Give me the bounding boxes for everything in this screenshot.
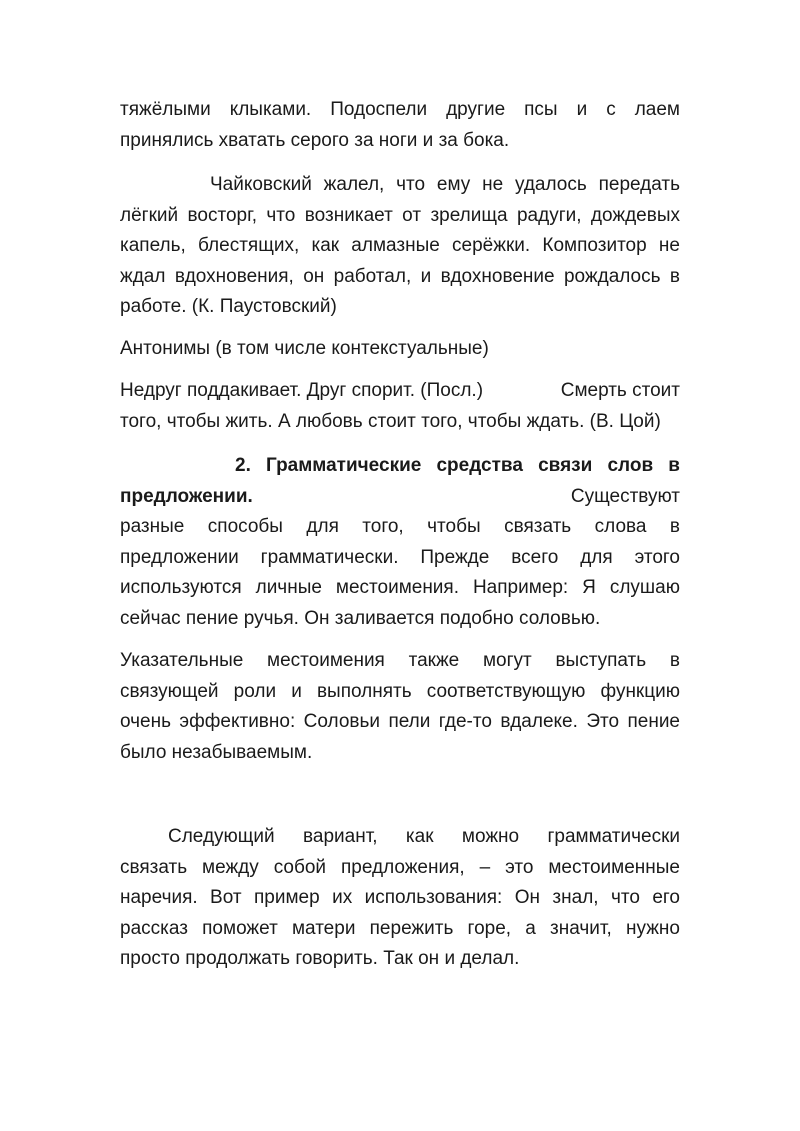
text-line: лёгкий восторг, что возникает от зрелища радуги, дождевых [120,204,680,226]
text-line: того, чтобы жить. А любовь стоит того, чтобы ждать. (В. Цой) [120,410,661,432]
antonyms-heading [120,334,680,365]
text-line: очень эффективно: Соловьи пели где-то вдалеке. Это пение [120,711,680,732]
text-fragment: Существуют [570,485,680,507]
paragraph-demonstrative-pronouns [120,646,680,768]
text-line: Указательные местоимения также могут выступать в [120,650,680,671]
text-line: предложении грамматически. Прежде всего для этого [120,546,680,568]
text-line: используются личные местоимения. Например: Я слушаю [120,577,680,598]
text-line: тяжёлыми клыками. Подоспели другие псы и с лаем [120,99,680,120]
text-fragment: Смерть стоит [560,380,680,401]
text-line: принялись хватать серого за ноги и за бока. [120,129,510,151]
text-line: работе. (К. Паустовский) [120,296,337,317]
text-line: ждал вдохновения, он работал, и вдохновение рождалось в [120,265,680,287]
text-line: сейчас пение ручья. Он заливается подобно соловью. [120,607,601,629]
section-heading: 2. Грамматические средства связи слов в [235,455,680,476]
text-line: просто продолжать говорить. Так он и делал. [120,948,520,969]
paragraph-dog-fight [120,95,680,156]
text-line: связать между собой предложения, – это местоименные [120,856,680,878]
text-line: рассказ поможет матери пережить горе, а значит, нужно [120,917,680,939]
text-line [120,376,680,407]
text-line: Следующий вариант, как можно грамматически [168,826,680,847]
section-heading-continued: предложении. [120,485,253,507]
text-line [120,482,680,513]
text-line: наречия. Вот пример их использования: Он знал, что его [120,887,680,908]
section-grammatical-means [120,451,680,634]
paragraph-pronominal-adverbs [120,822,680,975]
text-fragment: Недруг поддакивает. Друг спорит. (Посл.) [120,380,484,401]
text-line: Антонимы (в том числе контекстуальные) [120,338,489,359]
text-line: разные способы для того, чтобы связать слова в [120,516,680,537]
text-line: связующей роли и выполнять соответствующую функцию [120,680,680,702]
paragraph-tchaikovsky [120,170,680,323]
text-line: капель, блестящих, как алмазные серёжки. Композитор не [120,235,680,256]
text-line: было незабываемым. [120,741,313,763]
text-line: Чайковский жалел, что ему не удалось передать [210,174,680,195]
paragraph-antonyms-examples [120,376,680,437]
